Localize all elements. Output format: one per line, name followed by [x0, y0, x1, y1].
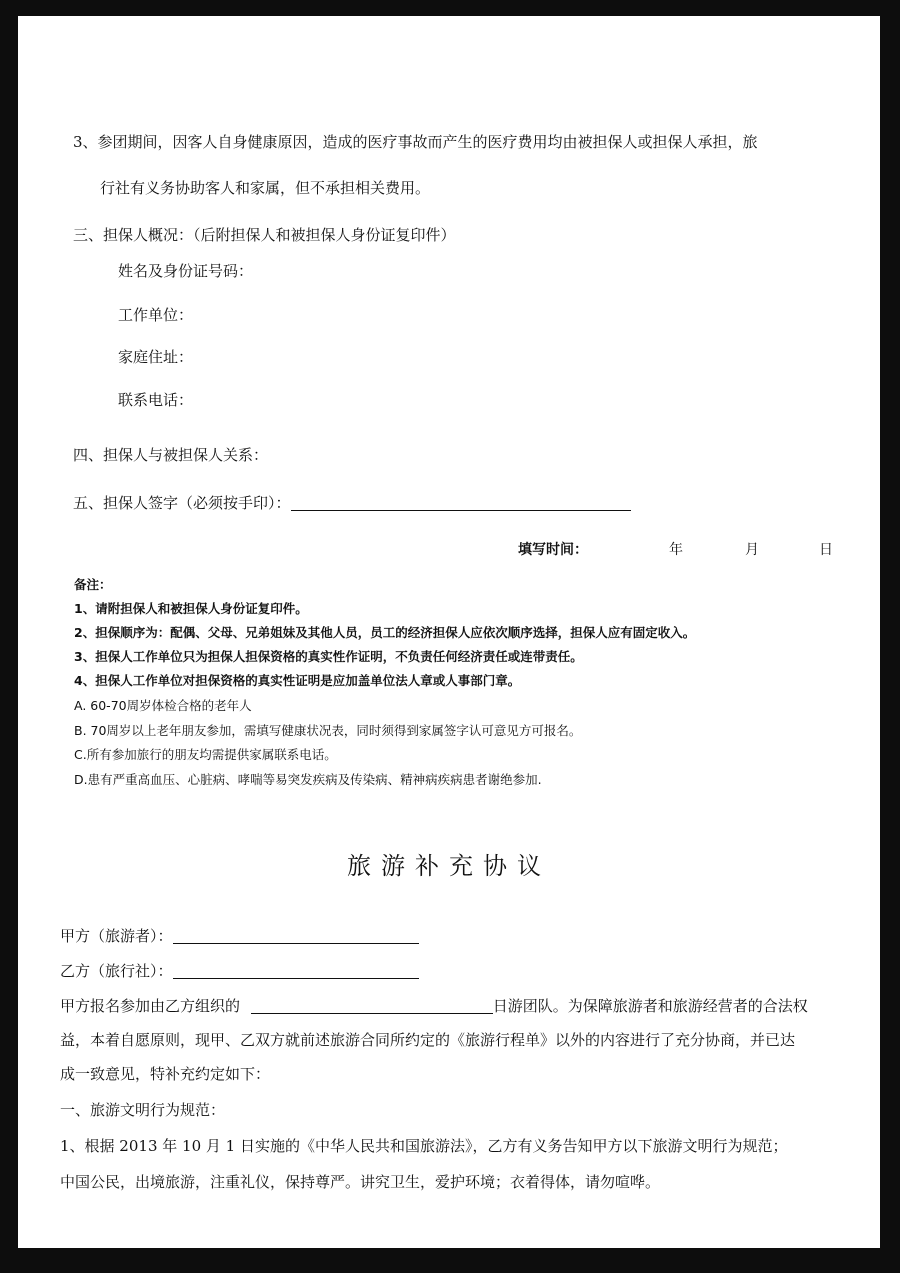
item3-line1: 3、参团期间，因客人自身健康原因，造成的医疗事故而产生的医疗费用均由被担保人或担保人承担，旅	[73, 133, 758, 151]
party-b-label: 乙方（旅行社）：	[60, 962, 173, 980]
tour-days-blank[interactable]	[251, 997, 493, 1014]
guarantor-field-phone: 联系电话：	[118, 391, 194, 409]
note-c: C.所有参加旅行的朋友均需提供家属联系电话。	[74, 747, 337, 762]
para1-line3: 成一致意见，特补充约定如下：	[60, 1065, 271, 1083]
party-a-blank[interactable]	[173, 927, 419, 944]
note-4: 4、担保人工作单位对担保资格的真实性证明是应加盖单位法人章或人事部门章。	[74, 673, 521, 688]
fill-time-day: 日	[819, 542, 833, 558]
note-1: 1、请附担保人和被担保人身份证复印件。	[74, 601, 308, 616]
signature-label: 五、担保人签字（必须按手印）：	[73, 494, 291, 512]
para1-end: 日游团队。为保障旅游者和旅游经营者的合法权	[492, 997, 808, 1015]
fill-time-month: 月	[745, 542, 759, 558]
party-a-row	[60, 926, 419, 946]
section1-heading: 一、旅游文明行为规范：	[60, 1101, 226, 1119]
guarantor-field-name-id: 姓名及身份证号码：	[118, 262, 254, 280]
para1-line1	[60, 996, 808, 1016]
note-3: 3、担保人工作单位只为担保人担保资格的真实性作证明，不负责任何经济责任或连带责任。	[74, 649, 583, 664]
section1-line1: 1、根据 2013 年 10 月 1 日实施的《中华人民共和国旅游法》，乙方有义务告知甲方以下旅游文明行为规范；	[60, 1137, 788, 1155]
section1-line2: 中国公民，出境旅游，注重礼仪，保持尊严。讲究卫生，爱护环境；衣着得体，请勿喧哗。	[60, 1173, 661, 1191]
note-d: D.患有严重高血压、心脏病、哮喘等易突发疾病及传染病、精神病疾病患者谢绝参加.	[74, 772, 542, 787]
guarantor-field-address: 家庭住址：	[118, 348, 194, 366]
fill-time-year: 年	[669, 542, 683, 558]
item3-line2: 行社有义务协助客人和家属，但不承担相关费用。	[100, 179, 431, 197]
fill-time-label: 填写时间：	[518, 542, 588, 558]
signature-row	[73, 493, 631, 513]
para1-start: 甲方报名参加由乙方组织的	[60, 997, 241, 1015]
note-a: A. 60-70周岁体检合格的老年人	[74, 698, 252, 713]
note-b: B. 70周岁以上老年朋友参加，需填写健康状况表，同时须得到家属签字认可意见方可报名。	[74, 723, 582, 738]
signature-blank[interactable]	[291, 494, 631, 511]
para1-line2: 益，本着自愿原则，现甲、乙双方就前述旅游合同所约定的《旅游行程单》以外的内容进行了充分协商，并已达	[60, 1031, 796, 1049]
guarantor-heading: 三、担保人概况：（后附担保人和被担保人身份证复印件）	[73, 226, 456, 244]
relation-heading: 四、担保人与被担保人关系：	[73, 446, 269, 464]
party-b-row	[60, 961, 419, 981]
notes-heading: 备注：	[74, 577, 112, 592]
party-a-label: 甲方（旅游者）：	[60, 927, 173, 945]
note-2: 2、担保顺序为：配偶、父母、兄弟姐妹及其他人员，员工的经济担保人应依次顺序选择，担保人应有固定收入。	[74, 625, 696, 640]
guarantor-field-employer: 工作单位：	[118, 306, 194, 324]
party-b-blank[interactable]	[173, 962, 419, 979]
document-page	[18, 16, 880, 1248]
agreement-title: 旅游补充协议	[347, 852, 551, 880]
